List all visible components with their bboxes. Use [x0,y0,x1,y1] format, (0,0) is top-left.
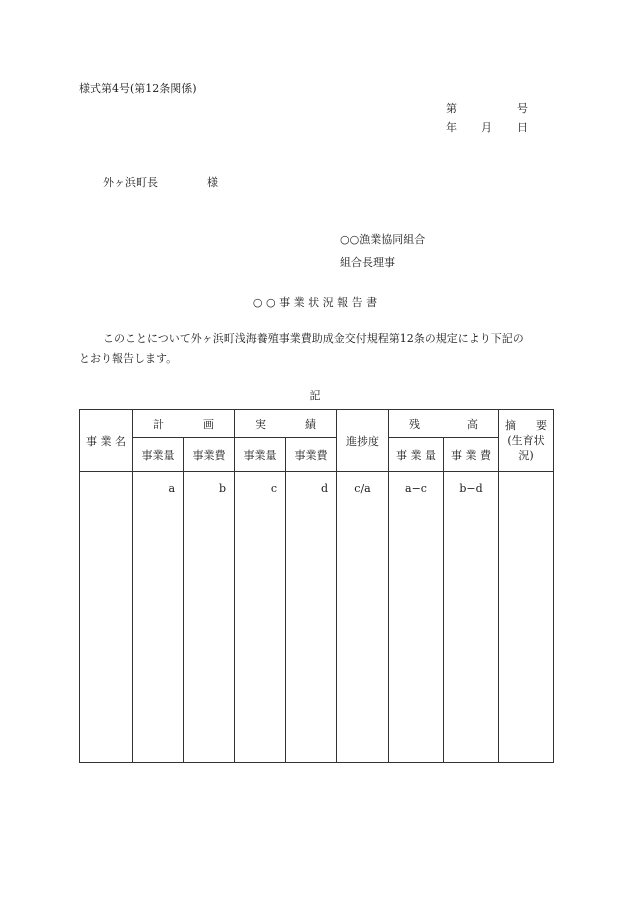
cell-remaining-cost: b−d [444,472,499,763]
header-project-name: 事 業 名 [80,410,133,472]
form-number: 様式第4号(第12条関係) [79,82,197,95]
header-remaining-amount: 事 業 量 [389,438,444,472]
header-memo: 摘 要 (生育状 況) [499,410,554,472]
header-plan-amount: 事業量 [133,438,184,472]
cell-plan-cost: b [184,472,235,763]
date-month: 月 [481,121,492,134]
header-plan-cost: 事業費 [184,438,235,472]
header-remaining-cost: 事 業 費 [444,438,499,472]
date-day: 日 [517,121,528,134]
cell-actual-amount: c [235,472,286,763]
header-plan: 計 画 [133,410,235,438]
header-remaining: 残 高 [389,410,499,438]
cell-remaining-amount: a−c [389,472,444,763]
addressee-name: 外ヶ浜町長 [103,176,158,189]
sender-title: 組合長理事 [340,256,395,269]
body-text-line2: とおり報告します。 [79,352,178,365]
doc-number-prefix: 第 [446,102,457,115]
cell-memo [499,472,554,763]
header-progress: 進捗度 [337,410,389,472]
ki-label: 記 [309,389,321,402]
addressee-honorific: 様 [207,176,218,189]
header-actual: 実 績 [235,410,337,438]
document-title: ○ ○ 事 業 状 況 報 告 書 [252,296,378,309]
header-actual-amount: 事業量 [235,438,286,472]
sender-org: ○○漁業協同組合 [340,233,426,246]
cell-actual-cost: d [286,472,337,763]
date-year: 年 [446,121,457,134]
report-table [79,409,554,763]
body-text-line1: このことについて外ヶ浜町浅海養殖事業費助成金交付規程第12条の規定により下記の [103,332,524,345]
cell-progress: c/a [337,472,389,763]
cell-plan-amount: a [133,472,184,763]
doc-number-suffix: 号 [517,102,528,115]
header-actual-cost: 事業費 [286,438,337,472]
cell-project-name [80,472,133,763]
